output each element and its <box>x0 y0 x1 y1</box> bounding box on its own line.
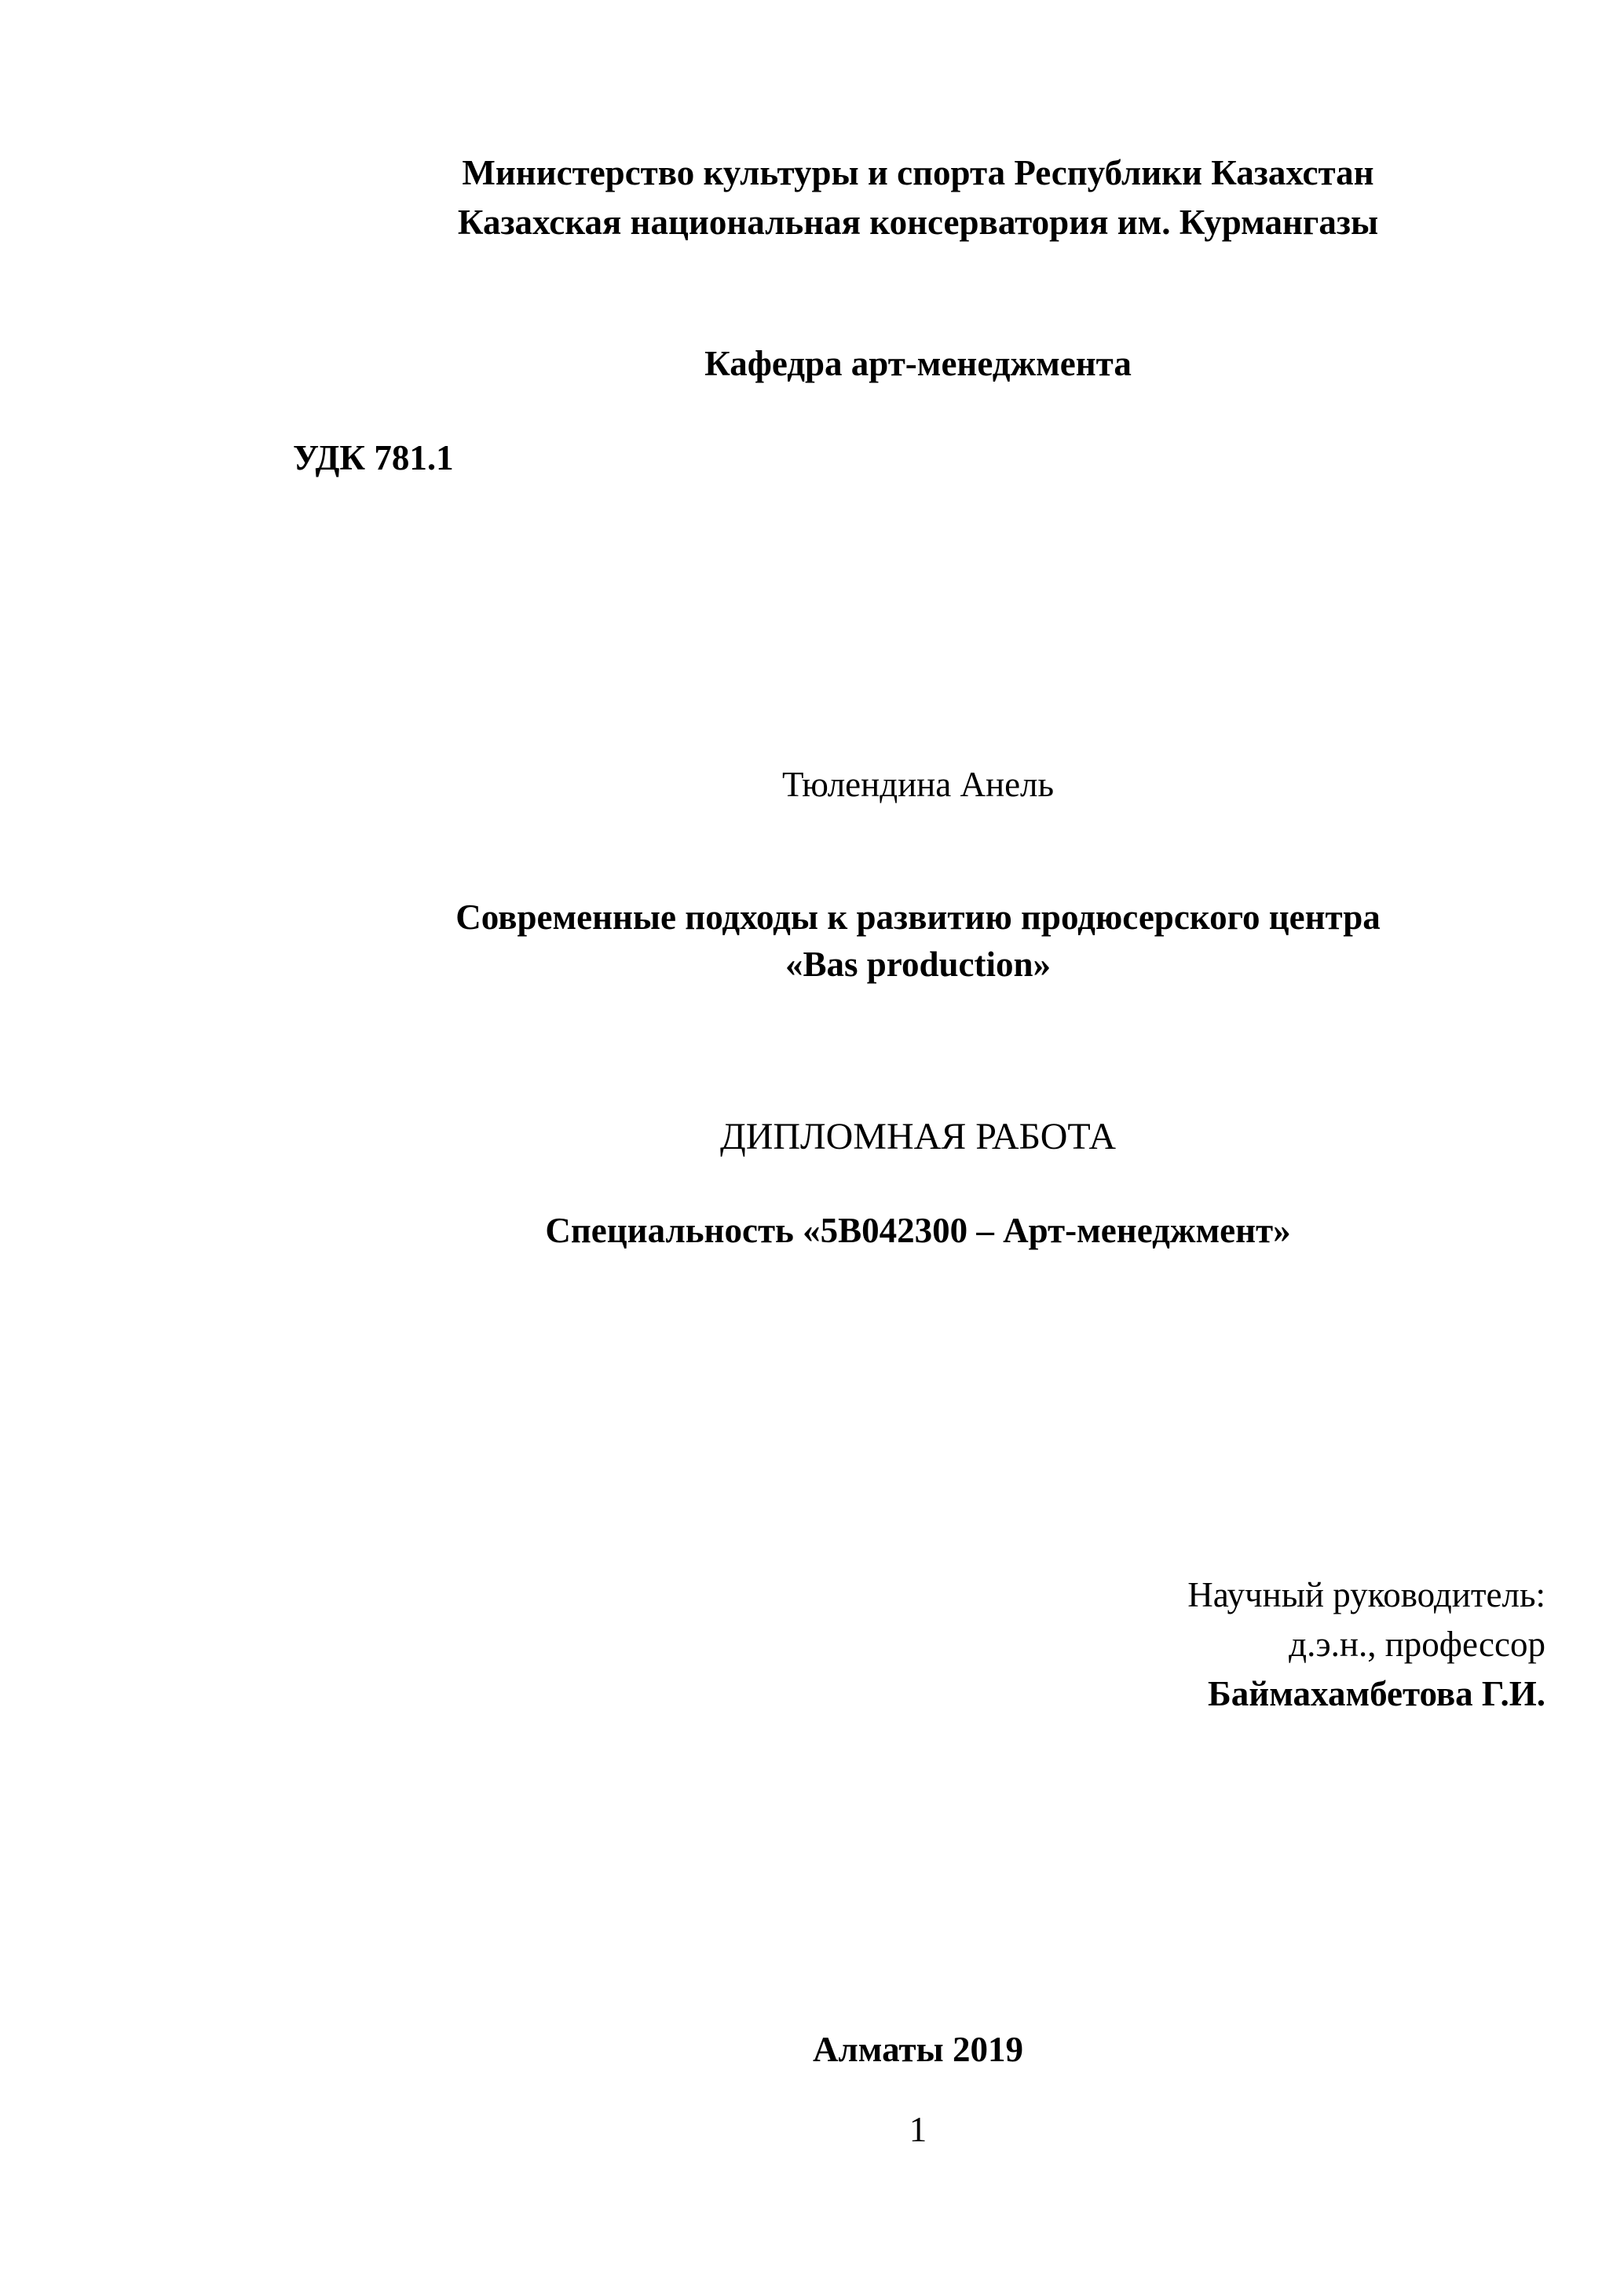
city-year: Алматы 2019 <box>813 2030 1023 2069</box>
udk-code: УДК 781.1 <box>293 438 454 477</box>
author-name: Тюлендина Анель <box>781 765 1055 804</box>
supervisor-name: Баймахамбетова Г.И. <box>1208 1674 1545 1713</box>
supervisor-degree: д.э.н., профессор <box>1289 1625 1545 1664</box>
thesis-title-line2: «Bas production» <box>785 945 1051 984</box>
conservatory-name: Казахская национальная консерватория им. Курмангазы <box>457 203 1379 242</box>
thesis-title-line1: Современные подходы к развитию продюсерского центра <box>455 898 1381 937</box>
work-type: ДИПЛОМНАЯ РАБОТА <box>719 1116 1117 1157</box>
page-number: 1 <box>909 2110 927 2149</box>
ministry-name: Министерство культуры и спорта Республики Казахстан <box>462 153 1374 192</box>
specialty: Специальность «5В042300 – Арт-менеджмент» <box>545 1211 1291 1250</box>
department-name: Кафедра арт-менеджмента <box>704 344 1132 383</box>
supervisor-label: Научный руководитель: <box>1187 1575 1545 1614</box>
